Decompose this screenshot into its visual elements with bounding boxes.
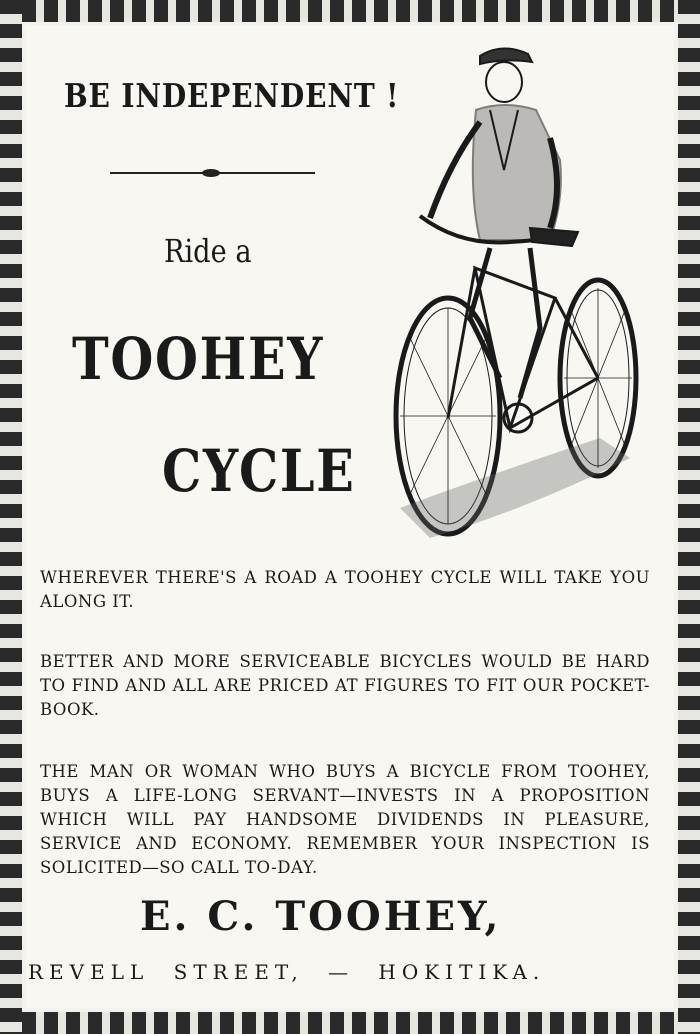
paragraph-serviceable: BETTER AND MORE SERVICEABLE BICYCLES WOULD BE HARD TO FIND AND ALL ARE PRICED AT FIGURES TO FIT OUR POCKET-BOOK.: [40, 652, 650, 719]
merchant-address: REVELL STREET, — HOKITIKA.: [28, 960, 546, 984]
cyclist-illustration: [380, 38, 642, 548]
ornamental-rule: [110, 172, 315, 174]
brand-name-line1: TOOHEY: [72, 325, 325, 393]
rule-ornament-icon: [196, 167, 226, 179]
decorative-border-bottom: [0, 1012, 700, 1034]
merchant-name: E. C. TOOHEY,: [140, 893, 502, 940]
paragraph-road: WHEREVER THERE'S A ROAD A TOOHEY CYCLE WILL TAKE YOU ALONG IT.: [40, 568, 650, 611]
brand-name-line2: CYCLE: [162, 437, 356, 505]
decorative-border-right: [678, 0, 700, 1034]
decorative-border-top: [0, 0, 700, 22]
headline: BE INDEPENDENT !: [64, 76, 400, 115]
ride-text: Ride a: [164, 232, 252, 270]
paragraph-investment: THE MAN OR WOMAN WHO BUYS A BICYCLE FROM TOOHEY, BUYS A LIFE-LONG SERVANT—INVESTS IN A PROPOSITION WHICH WILL PAY HANDSOME DIVIDENDS IN PLEASURE, SERVICE AND ECONOMY. REMEMBER YOUR INSPECTION IS SOLICITED—SO CALL TO-DAY.: [40, 762, 650, 877]
decorative-border-left: [0, 0, 22, 1034]
